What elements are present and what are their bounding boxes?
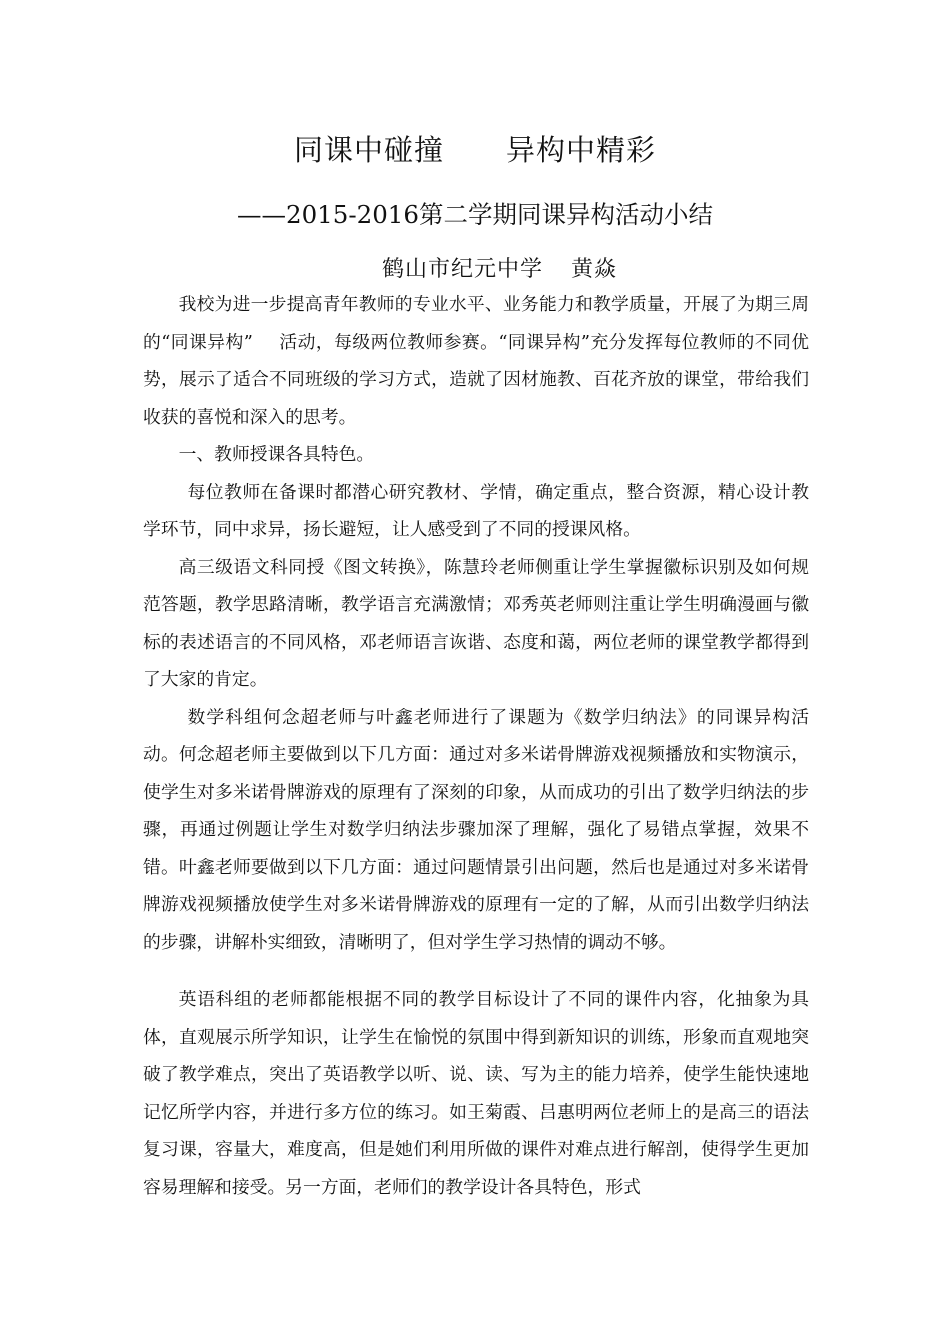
paragraph-intro: 我校为进一步提高青年教师的专业水平、业务能力和教学质量，开展了为期三周的“同课异构” 活动，每级两位教师参赛。“同课异构”充分发挥每位教师的不同优势，展示了适合不同班级的学习方式，造就了因材施教、百花齐放的课堂，带给我们收获的喜悦和深入的思考。 [143,294,809,428]
document-body [143,286,809,1206]
author-line [382,252,617,283]
paragraph-english: 英语科组的老师都能根据不同的教学目标设计了不同的课件内容，化抽象为具体，直观展示所学知识，让学生在愉悦的氛围中得到新知识的训练，形象而直观地突破了教学难点，突出了英语教学以听、说、读、写为主的能力培养，使学生能快速地记忆所学内容，并进行多方位的练习。如王菊霞、吕惠明两位老师上的是高三的语法复习课，容量大，难度高，但是她们利用所做的课件对难点进行解剖，使得学生更加容易理解和接受。另一方面，老师们的教学设计各具特色，形式 [143,989,809,1198]
section-heading-1: 一、教师授课各具特色。 [178,444,375,465]
document-subtitle: ——2015-2016第二学期同课异构活动小结 [237,200,713,229]
paragraph-math: 数学科组何念超老师与叶鑫老师进行了课题为《数学归纳法》的同课异构活动。何念超老师主要做到以下几方面：通过对多米诺骨牌游戏视频播放和实物演示，使学生对多米诺骨牌游戏的原理有了深刻的印象，从而成功的引出了数学归纳法的步骤，再通过例题让学生对数学归纳法步骤加深了理解，强化了易错点掌握，效果不错。叶鑫老师要做到以下几方面：通过问题情景引出问题，然后也是通过对多米诺骨牌游戏视频播放使学生对多米诺骨牌游戏的原理有一定的了解，从而引出数学归纳法的步骤，讲解朴实细致，清晰明了，但对学生学习热情的调动不够。 [143,706,809,953]
title-part-1: 同课中碰撞 [293,133,444,167]
author-name: 黄焱 [571,257,618,282]
document-title [0,128,950,169]
paragraph-chinese: 高三级语文科同授《图文转换》，陈慧玲老师侧重让学生掌握徽标识别及如何规范答题，教学思路清晰，教学语言充满激情；邓秀英老师则注重让学生明确漫画与徽标的表述语言的不同风格，邓老师语言诙谐、态度和蔼，两位老师的课堂教学都得到了大家的肯定。 [143,556,809,690]
paragraph-teaching-preparation: 每位教师在备课时都潜心研究教材、学情，确定重点，整合资源，精心设计教学环节，同中求异，扬长避短，让人感受到了不同的授课风格。 [143,481,809,540]
title-part-2: 异构中精彩 [506,133,657,167]
author-school: 鹤山市纪元中学 [382,257,544,282]
